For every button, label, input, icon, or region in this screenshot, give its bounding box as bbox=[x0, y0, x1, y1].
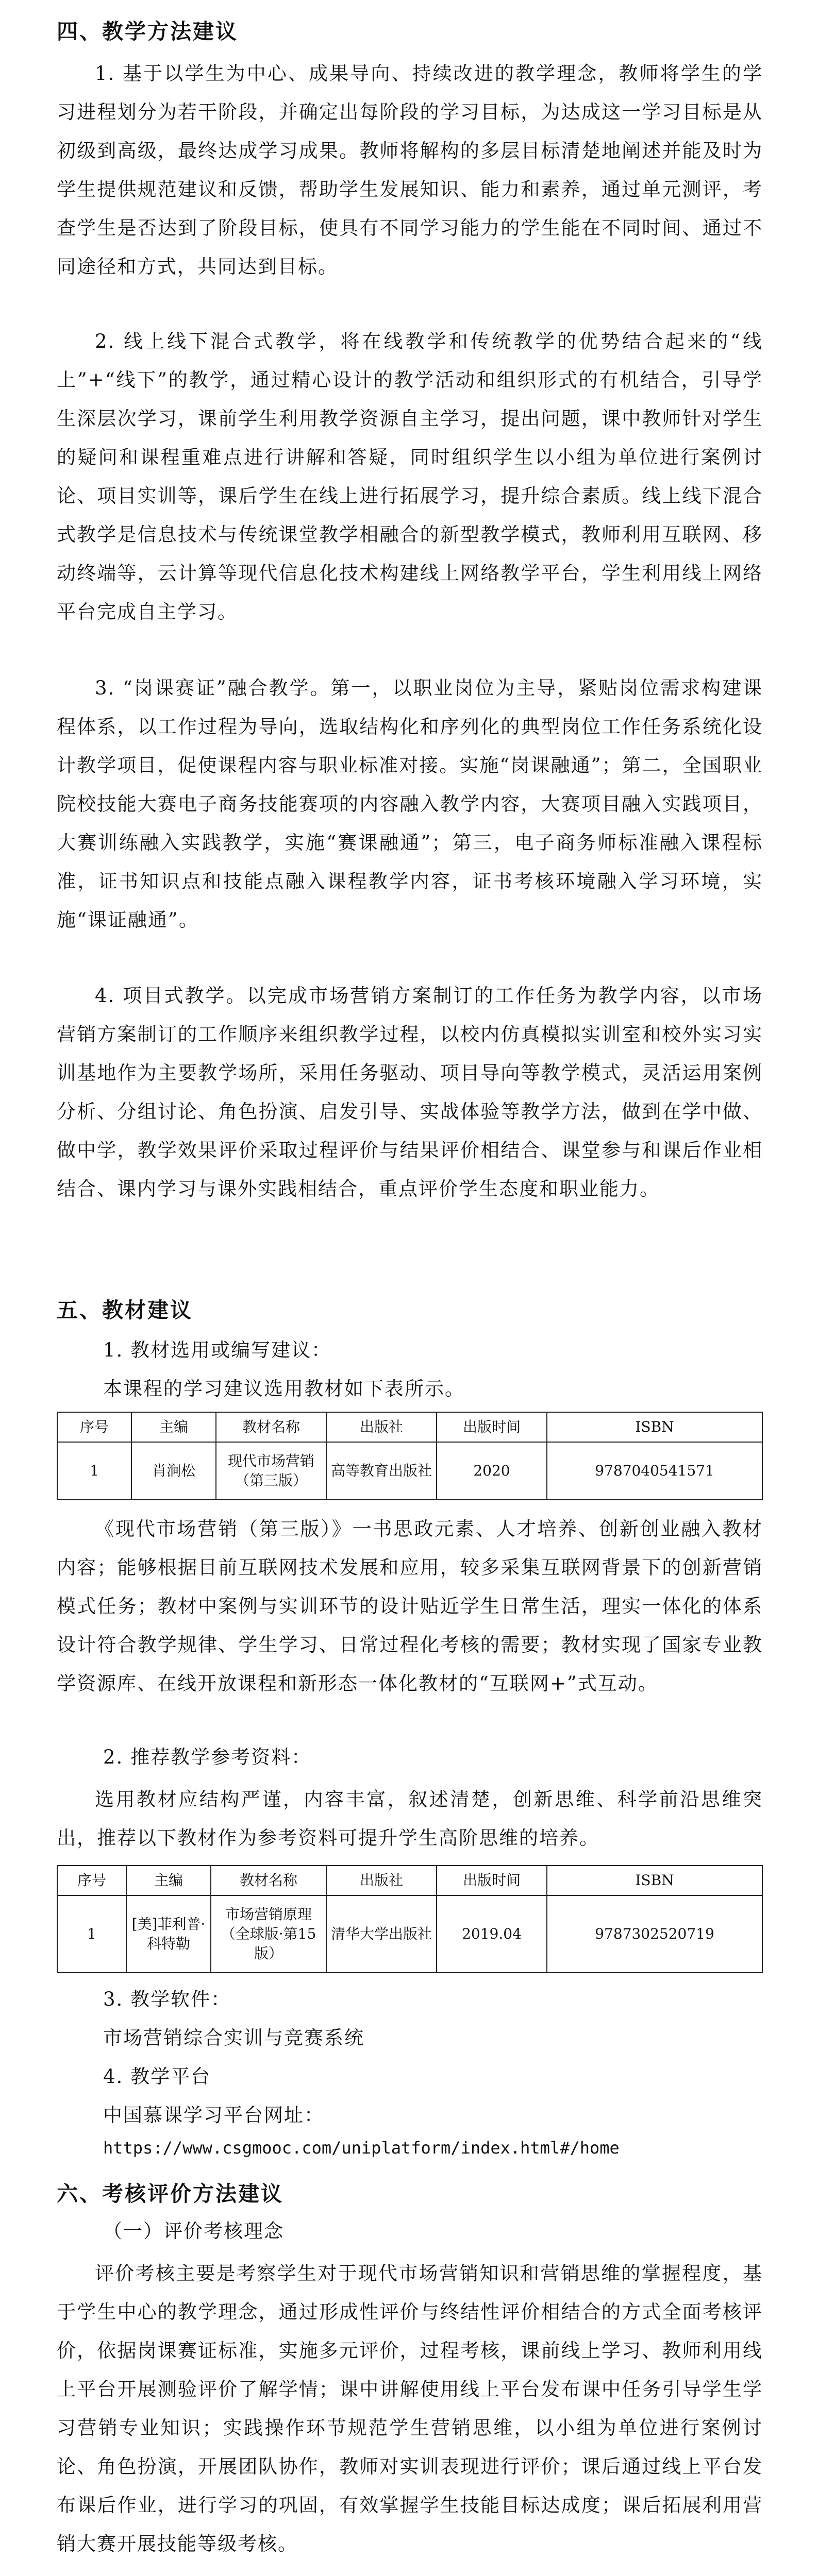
sec6-sub-1: （一）评价考核理念 bbox=[103, 2220, 284, 2242]
section-5-heading: 五、教材建议 bbox=[57, 1298, 193, 1323]
sec5-sub-4: 4. 教学平台 bbox=[103, 2065, 211, 2088]
sec4-paragraph-4: 4. 项目式教学。以完成市场营销方案制订的工作任务为教学内容，以市场营销方案制订的工作顺序来组织教学过程，以校内仿真模拟实训室和校外实习实训基地作为主要教学场所，采用任务驱动、项目导向等教学模式，灵活运用案例分析、分组讨论、角色扮演、启发引导、实战体验等教学方法，做到在学中做、做中学，教学效果评价采取过程评价与结果评价相结合、课堂参与和课后作业相结合、课内学习与课外实践相结合，重点评价学生态度和职业能力。 bbox=[57, 985, 763, 1200]
t2-c2: 市场营销原理（全球版·第15版） bbox=[211, 1895, 326, 1973]
textbook-table bbox=[57, 1412, 763, 1500]
platform-label: 中国慕课学习平台网址： bbox=[103, 2104, 324, 2126]
sec4-paragraph-1: 1. 基于以学生为中心、成果导向、持续改进的教学理念，教师将学生的学习进程划分为若干阶段，并确定出每阶段的学习目标，为达成这一学习目标是从初级到高级，最终达成学习成果。教师将解构的多层目标清楚地阐述并能及时为学生提供规范建议和反馈，帮助学生发展知识、能力和素养，通过单元测评，考查学生是否达到了阶段目标，使具有不同学习能力的学生能在不同时间、通过不同途径和方式，共同达到目标。 bbox=[57, 62, 763, 278]
platform-url-link[interactable]: https://www.csgmooc.com/uniplatform/index.html#/home bbox=[103, 2138, 620, 2158]
t1-c2: 现代市场营销（第三版） bbox=[216, 1442, 326, 1500]
sec5-sub-3: 3. 教学软件： bbox=[103, 1988, 231, 2010]
t1-c1: 肖涧松 bbox=[131, 1442, 216, 1500]
t2-c3: 清华大学出版社 bbox=[326, 1895, 437, 1973]
reference-table bbox=[57, 1865, 763, 1973]
sec5-sub-1: 1. 教材选用或编写建议： bbox=[103, 1339, 332, 1361]
t1-c3: 高等教育出版社 bbox=[326, 1442, 437, 1500]
t1-c0: 1 bbox=[57, 1442, 131, 1500]
t1-h5: ISBN bbox=[547, 1412, 762, 1442]
t2-c1: [美]菲利普·科特勒 bbox=[126, 1895, 211, 1973]
section-4-heading: 四、教学方法建议 bbox=[57, 19, 238, 44]
t2-h1: 主编 bbox=[126, 1866, 211, 1895]
t1-h0: 序号 bbox=[57, 1412, 131, 1442]
sec5-sub-1-text: 本课程的学习建议选用教材如下表所示。 bbox=[103, 1378, 465, 1400]
t1-h3: 出版社 bbox=[326, 1412, 437, 1442]
t2-h0: 序号 bbox=[57, 1866, 126, 1895]
sec5-sub-2-text: 选用教材应结构严谨，内容丰富，叙述清楚，创新思维、科学前沿思维突出，推荐以下教材作为参考资料可提升学生高阶思维的培养。 bbox=[57, 1788, 763, 1849]
section-6-heading: 六、考核评价方法建议 bbox=[57, 2181, 283, 2206]
t2-h3: 出版社 bbox=[326, 1866, 437, 1895]
sec6-paragraph-1: 评价考核主要是考察学生对于现代市场营销知识和营销思维的掌握程度，基于学生中心的教学理念，通过形成性评价与终结性评价相结合的方式全面考核评价，依据岗课赛证标准，实施多元评价，过程考核，课前线上学习、教师利用线上平台开展测验评价了解学情；课中讲解使用线上平台发布课中任务引导学生学习营销专业知识；实践操作环节规范学生营销思维，以小组为单位进行案例讨论、角色扮演，开展团队协作，教师对实训表现进行评价；课后通过线上平台发布课后作业，进行学习的巩固，有效掌握学生技能目标达成度；课后拓展利用营销大赛开展技能等级考核。 bbox=[57, 2262, 763, 2555]
t2-h2: 教材名称 bbox=[211, 1866, 326, 1895]
t2-c0: 1 bbox=[57, 1895, 126, 1973]
teaching-software: 市场营销综合实训与竞赛系统 bbox=[103, 2027, 364, 2049]
t2-c5: 9787302520719 bbox=[547, 1895, 762, 1973]
t2-h5: ISBN bbox=[547, 1866, 762, 1895]
sec4-paragraph-2: 2. 线上线下混合式教学，将在线教学和传统教学的优势结合起来的“线上”+“线下”的教学，通过精心设计的教学活动和组织形式的有机结合，引导学生深层次学习，课前学生利用教学资源自主学习，提出问题，课中教师针对学生的疑问和课程重难点进行讲解和答疑，同时组织学生以小组为单位进行案例讨论、项目实训等，课后学生在线上进行拓展学习，提升综合素质。线上线下混合式教学是信息技术与传统课堂教学相融合的新型教学模式，教师利用互联网、移动终端等，云计算等现代信息化技术构建线上网络教学平台，学生利用线上网络平台完成自主学习。 bbox=[57, 330, 763, 623]
sec4-paragraph-3: 3. “岗课赛证”融合教学。第一，以职业岗位为主导，紧贴岗位需求构建课程体系，以工作过程为导向，选取结构化和序列化的典型岗位工作任务系统化设计教学项目，促使课程内容与职业标准对接。实施“岗课融通”；第二，全国职业院校技能大赛电子商务技能赛项的内容融入教学内容，大赛项目融入实践项目，大赛训练融入实践教学，实施“赛课融通”；第三，电子商务师标准融入课程标准，证书知识点和技能点融入课程教学内容，证书考核环境融入学习环境，实施“课证融通”。 bbox=[57, 677, 763, 931]
t1-h4: 出版时间 bbox=[437, 1412, 547, 1442]
t1-h1: 主编 bbox=[131, 1412, 216, 1442]
t2-h4: 出版时间 bbox=[437, 1866, 547, 1895]
book-description: 《现代市场营销（第三版）》一书思政元素、人才培养、创新创业融入教材内容；能够根据目前互联网技术发展和应用，较多采集互联网背景下的创新营销模式任务；教材中案例与实训环节的设计贴近学生日常生活，理实一体化的体系设计符合教学规律、学生学习、日常过程化考核的需要；教材实现了国家专业教学资源库、在线开放课程和新形态一体化教材的“互联网+”式互动。 bbox=[57, 1518, 763, 1694]
t1-h2: 教材名称 bbox=[216, 1412, 326, 1442]
t2-c4: 2019.04 bbox=[437, 1895, 547, 1973]
sec5-sub-2: 2. 推荐教学参考资料： bbox=[103, 1746, 312, 1768]
t1-c4: 2020 bbox=[437, 1442, 547, 1500]
t1-c5: 9787040541571 bbox=[547, 1442, 762, 1500]
